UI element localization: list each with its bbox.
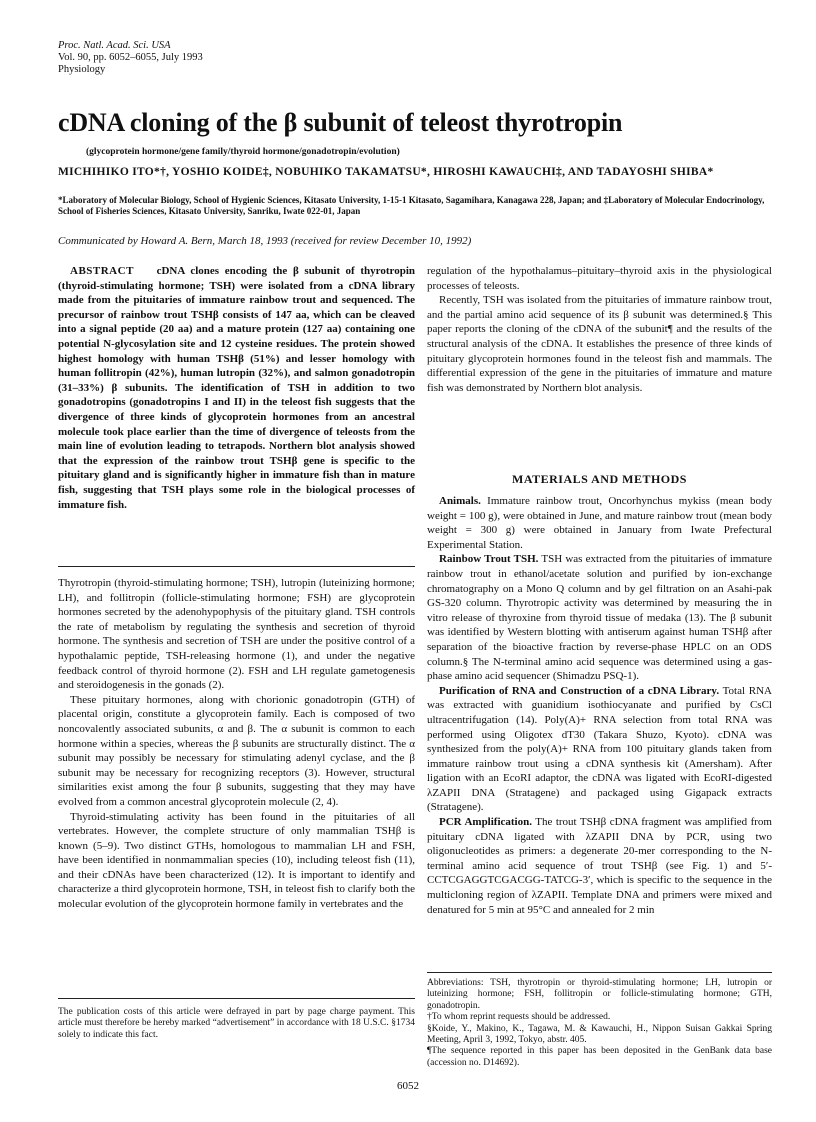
section-heading-methods: MATERIALS AND METHODS bbox=[512, 472, 687, 486]
intro-paragraph: These pituitary hormones, along with chorionic gonadotropin (GTH) of placental origin, constitute a glycoprotein family. Each is composed of two noncovalently associated subunits, α and β. The α subunit is common to each hormone within a species, whereas the β subunits are structurally distinct. The α subunit may possibly be necessary for stimulating adenyl cyclase, and the β subunit may be necessary for recognizing receptors (3). However, structural similarities exist among the four β subunits, suggesting that they may have evolved from a common ancestral glycoprotein molecule (2, 4). bbox=[58, 693, 415, 808]
methods-subheading: Animals. bbox=[439, 495, 481, 507]
methods-body bbox=[427, 494, 772, 917]
page-number: 6052 bbox=[397, 1080, 419, 1092]
methods-paragraph: Rainbow Trout TSH. TSH was extracted from the pituitaries of immature rainbow trout in ethanol/acetate solution and purified by ion-exchange chromatography on a Mono Q column and by gel filtration on an Asahi-pak GS-320 column. Thyrotropic activity was determined by measuring the in vitro release of thyroxine from thyroid tissue of medaka (13). The β subunit was identified by Western blotting with antiserum against human TSHβ after separation of the bioactive fraction by reverse-phase HPLC on an ODS column.§ The N-terminal amino acid sequence was determined using a gas-phase amino acid sequencer (Shimadzu PSQ-1). bbox=[427, 553, 772, 683]
intro-paragraph: Thyrotropin (thyroid-stimulating hormone; TSH), lutropin (luteinizing hormone; LH), and follitropin (follicle-stimulating hormone; FSH) are glycoprotein hormones secreted by the adenohypophysis of the pituitary gland. TSH controls the rate of metabolism by regulating the synthesis and secretion of thyroid hormone. The synthesis and secretion of TSH are under the positive control of a hypothalamic peptide, TSH-releasing hormone (1), and under the negative feedback control of thyroid hormone (2). FSH and LH regulate gametogenesis and steroidogenesis in the gonads (2). bbox=[58, 577, 415, 692]
communicated-by: Communicated by Howard A. Bern, March 18, 1993 (received for review December 10, 1992) bbox=[58, 235, 472, 247]
abstract-heading: ABSTRACT bbox=[70, 265, 134, 277]
methods-subheading: PCR Amplification. bbox=[439, 816, 532, 829]
methods-paragraph: PCR Amplification. The trout TSHβ cDNA fragment was amplified from pituitary cDNA ligated with λZAPII DNA by PCR, using two oligonucleotides as primers: a degenerate 20-mer corresponding to the N-terminal amino acid sequence of trout TSHβ (see Fig. 1) and 5′-CCTCGAGGTCGACGG-TATCG-3′, which is specific to the sequence in the multicloning region of λZAPII. Template DNA and primers were mixed and denatured for 5 min at 95°C and annealed for 2 min bbox=[427, 816, 772, 916]
methods-paragraph: Purification of RNA and Construction of a cDNA Library. Total RNA was extracted with guanidium isothiocyanate and purified by CsCl ultracentrifugation (14). Poly(A)+ RNA selection from total RNA was performed using Oligotex dT30 (Takara Shuzo, Kyoto). cDNA was synthesized from the poly(A)+ RNA from 100 pituitary glands taken from immature rainbow trout using a cDNA synthesis kit (Amersham). After ligation with an EcoRI adaptor, the cDNA was ligated with EcoRI-digested λZAPII DNA (Stratagene) and packaged using Gigapack extracts (Stratagene). bbox=[427, 684, 772, 814]
intro-continued bbox=[427, 264, 772, 395]
volume-info: Vol. 90, pp. 6052–6055, July 1993 bbox=[58, 52, 203, 63]
footnote: Abbreviations: TSH, thyrotropin or thyroid-stimulating hormone; LH, lutropin or luteinizing hormone; FSH, follitropin or follicle-stimulating hormone; GTH, gonadotropin. bbox=[427, 978, 772, 1011]
publication-cost-note bbox=[58, 1007, 415, 1041]
methods-paragraph: Animals. Immature rainbow trout, Oncorhynchus mykiss (mean body weight = 100 g), were obtained in June, and mature rainbow trout (mean body weight = 300 g) were obtained in January from Iwate Prefectural Experimental Station. bbox=[427, 495, 773, 551]
footnote-text: The publication costs of this article were defrayed in part by page charge payment. This article must therefore be hereby marked “advertisement” in accordance with 18 U.S.C. §1734 solely to indicate this fact. bbox=[58, 1007, 415, 1040]
footnote: ¶The sequence reported in this paper has been deposited in the GenBank data base (accession no. D14692). bbox=[427, 1046, 772, 1068]
intro-paragraph: regulation of the hypothalamus–pituitary–thyroid axis in the physiological processes of teleosts. bbox=[427, 265, 772, 292]
affiliations: *Laboratory of Molecular Biology, School of Hygienic Sciences, Kitasato University, 1-15-1 Kitasato, Sagamihara, Kanagawa 228, Japan; and ‡Laboratory of Molecular Endocrinology, School of Fisheries Sciences, Kitasato University, Sanriku, Iwate 022-01, Japan bbox=[58, 195, 765, 216]
author-list: MICHIHIKO ITO*†, YOSHIO KOIDE‡, NOBUHIKO TAKAMATSU*, HIROSHI KAWAUCHI‡, AND TADAYOSHI SHIBA* bbox=[58, 166, 714, 178]
footnotes bbox=[427, 978, 772, 1069]
footnote-divider-left bbox=[58, 998, 415, 999]
intro-paragraph: Recently, TSH was isolated from the pituitaries of immature rainbow trout, and the partial amino acid sequence of its β subunit was determined.§ This paper reports the cloning of the cDNA of the subunit¶ and the results of the structural analysis of the cDNA. It establishes the presence of three kinds of pituitary glycoprotein hormones found in the teleost fish and mammals. The differential expression of the gene in the pituitaries of immature and mature fish was demonstrated by Northern blot analysis. bbox=[427, 294, 772, 394]
abstract-divider bbox=[58, 566, 415, 567]
journal-header bbox=[58, 40, 203, 76]
section-name: Physiology bbox=[58, 64, 106, 75]
footnote-divider-right bbox=[427, 972, 772, 973]
abstract-text: cDNA clones encoding the β subunit of thyrotropin (thyroid-stimulating hormone; TSH) were isolated from a cDNA library made from the pituitaries of immature rainbow trout and sequenced. The precursor of rainbow trout TSHβ consists of 147 aa, which can be cleaved into a signal peptide (20 aa) and a mature protein (127 aa) containing one potential N-glycosylation site and 12 cysteine residues. The protein showed highest homology with human TSHβ (51%) and lesser homology with human follitropin (42%), human lutropin (32%), and salmon gonadotropin (31–33%) β subunits. The identification of TSH in addition to two gonadotropins (gonadotropins I and II) in the teleost fish suggests that the divergence of three kinds of glycoprotein hormones from an ancestral molecule took place earlier than the time of divergence of teleosts from the main line of evolution leading to tetrapods. Northern blot analysis showed that the expression of the rainbow trout TSHβ gene is specific to the pituitary gland and is significantly higher in immature fish than in mature fish, suggesting that TSH plays some role in the biological processes of immature fish. bbox=[58, 265, 415, 511]
intro-paragraph: Thyroid-stimulating activity has been found in the pituitaries of all vertebrates. However, the complete structure of only mammalian TSHβ is known (5–9). Two distinct GTHs, homologous to mammalian LH and FSH, have been identified in nonmammalian species (10), including teleost fish (11), and their cDNAs have been characterized (12). It is important to identify and characterize a third glycoprotein hormone, TSH, in teleost fish to clarify both the molecular evolution of the glycoprotein hormone family in vertebrates and the bbox=[58, 810, 415, 911]
footnote: §Koide, Y., Makino, K., Tagawa, M. & Kawauchi, H., Nippon Suisan Gakkai Spring Meeting, April 3, 1992, Tokyo, abstr. 405. bbox=[427, 1023, 772, 1046]
introduction bbox=[58, 576, 415, 912]
keywords: (glycoprotein hormone/gene family/thyroid hormone/gonadotropin/evolution) bbox=[86, 147, 400, 157]
journal-name: Proc. Natl. Acad. Sci. USA bbox=[58, 40, 171, 51]
footnote: †To whom reprint requests should be addressed. bbox=[427, 1012, 611, 1023]
abstract bbox=[58, 264, 415, 512]
article-title: cDNA cloning of the β subunit of teleost thyrotropin bbox=[58, 108, 623, 137]
methods-subheading: Rainbow Trout TSH. bbox=[439, 553, 539, 566]
methods-subheading: Purification of RNA and Construction of a cDNA Library. bbox=[439, 684, 720, 697]
